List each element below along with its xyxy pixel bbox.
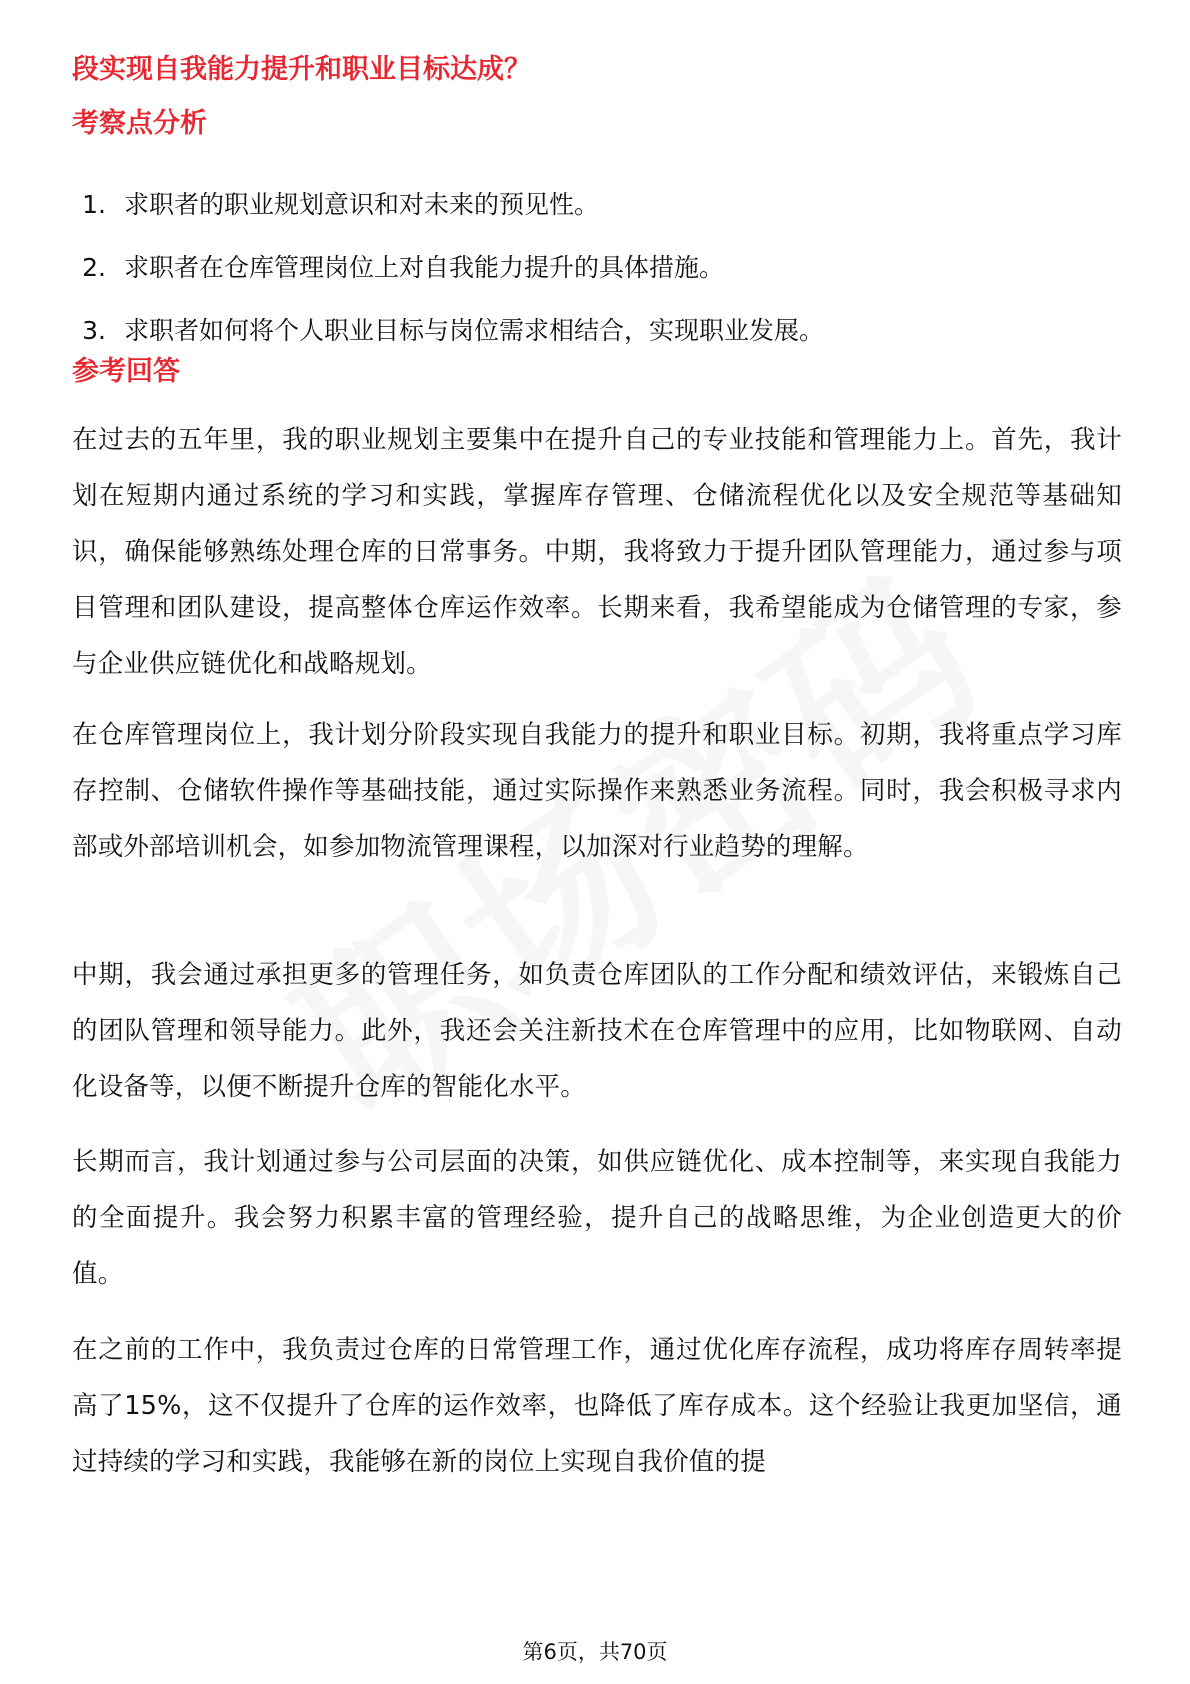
list-item [72, 188, 1122, 251]
list-item-number: 2. [82, 253, 106, 282]
answer-paragraph: 在过去的五年里，我的职业规划主要集中在提升自己的专业技能和管理能力上。首先，我计划在短期内通过系统的学习和实践，掌握库存管理、仓储流程优化以及安全规范等基础知识，确保能够熟练处理仓库的日常事务。中期，我将致力于提升团队管理能力，通过参与项目管理和团队建设，提高整体仓库运作效率。长期来看，我希望能成为仓储管理的专家，参与企业供应链优化和战略规划。 [72, 425, 1122, 679]
page-number-footer: 第6页，共70页 [522, 1640, 668, 1664]
analysis-section-title: 考察点分析 [72, 108, 207, 139]
continued-question-heading: 段实现自我能力提升和职业目标达成？ [72, 54, 531, 85]
list-item-text: 求职者的职业规划意识和对未来的预见性。 [124, 190, 600, 219]
list-item-text: 求职者如何将个人职业目标与岗位需求相结合，实现职业发展。 [124, 316, 825, 345]
list-item-text: 求职者在仓库管理岗位上对自我能力提升的具体措施。 [124, 253, 725, 282]
list-item [72, 314, 1122, 377]
answer-section-title: 参考回答 [72, 356, 180, 387]
list-item-number: 1. [82, 190, 106, 219]
list-item [72, 251, 1122, 314]
answer-paragraph: 在之前的工作中，我负责过仓库的日常管理工作，通过优化库存流程，成功将库存周转率提高了15%，这不仅提升了仓库的运作效率，也降低了库存成本。这个经验让我更加坚信，通过持续的学习和实践，我能够在新的岗位上实现自我价值的提 [72, 1335, 1122, 1477]
answer-paragraph: 在仓库管理岗位上，我计划分阶段实现自我能力的提升和职业目标。初期，我将重点学习库存控制、仓储软件操作等基础技能，通过实际操作来熟悉业务流程。同时，我会积极寻求内部或外部培训机会，如参加物流管理课程，以加深对行业趋势的理解。 [72, 720, 1122, 862]
answer-paragraph: 中期，我会通过承担更多的管理任务，如负责仓库团队的工作分配和绩效评估，来锻炼自己的团队管理和领导能力。此外，我还会关注新技术在仓库管理中的应用，比如物联网、自动化设备等，以便不断提升仓库的智能化水平。 [72, 960, 1122, 1102]
analysis-points-list [72, 188, 1122, 377]
answer-paragraph: 长期而言，我计划通过参与公司层面的决策，如供应链优化、成本控制等，来实现自我能力的全面提升。我会努力积累丰富的管理经验，提升自己的战略思维，为企业创造更大的价值。 [72, 1147, 1122, 1289]
list-item-number: 3. [82, 316, 106, 345]
